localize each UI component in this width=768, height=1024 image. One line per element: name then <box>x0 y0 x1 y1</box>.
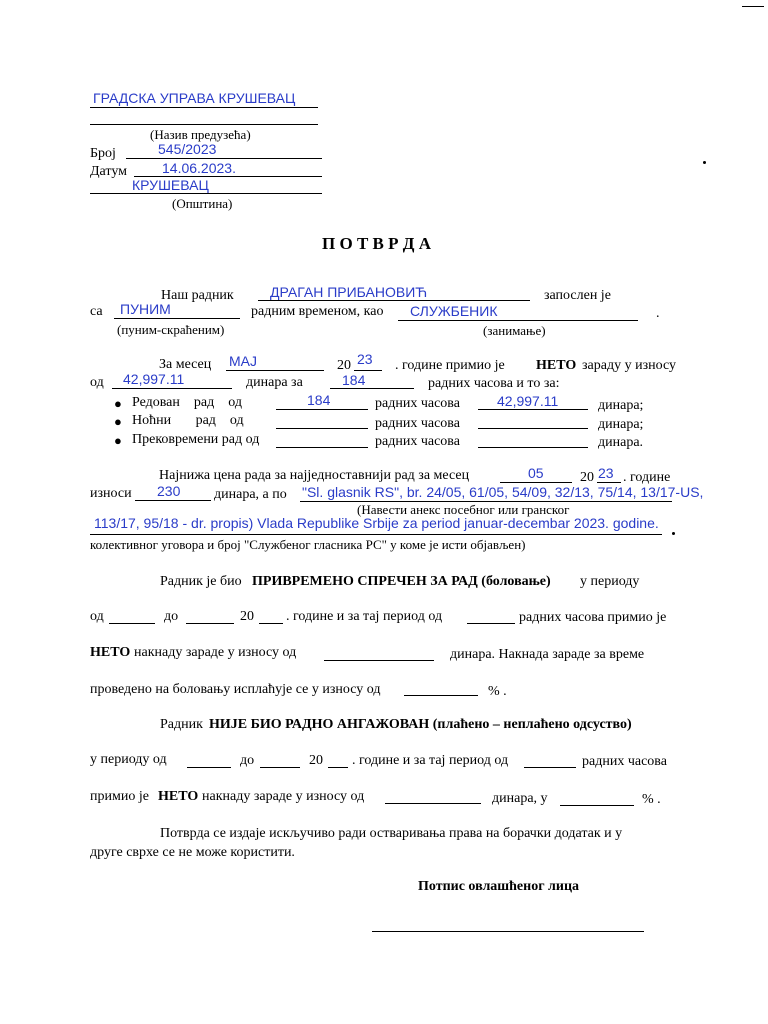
employee-name-line <box>258 300 530 301</box>
month-value[interactable]: МАЈ <box>229 353 257 369</box>
occupation-hint: (занимање) <box>483 323 546 338</box>
regular-amount-line <box>478 409 588 410</box>
regular-hours-line <box>276 409 368 410</box>
hours-and-label: радних часова и то за: <box>428 376 560 391</box>
regular-amount-value[interactable]: 42,997.11 <box>497 393 559 409</box>
work-time-hint: (пуним-скраћеним) <box>117 322 225 337</box>
sick-comp-line <box>324 660 434 661</box>
absence-to-line <box>260 767 300 768</box>
total-hours-line <box>330 388 414 389</box>
min-price-dinars-label: динара, а по <box>214 487 287 502</box>
municipality-label: (Општина) <box>172 196 233 211</box>
absence-neto-label: НЕТО <box>158 789 199 804</box>
sick-paid-text: проведено на боловању исплаћује се у износу од <box>90 682 381 697</box>
sick-intro-bold: ПРИВРЕМЕНО СПРЕЧЕН ЗА РАД (боловање) <box>252 574 551 589</box>
date-value[interactable]: 14.06.2023. <box>162 160 236 176</box>
min-price-source-line-2 <box>90 534 662 535</box>
sick-to-line <box>186 623 234 624</box>
year-prefix: 20 <box>337 358 351 373</box>
sick-hours-text: радних часова примио је <box>519 610 667 625</box>
absence-year-line <box>328 767 348 768</box>
sick-intro-suffix: у периоду <box>580 574 640 589</box>
stray-dot <box>672 532 675 535</box>
absence-percent-text: % . <box>642 792 661 807</box>
sick-to-label: до <box>164 609 179 624</box>
total-hours-value[interactable]: 184 <box>342 372 366 388</box>
received-text-1: . године примио је <box>395 358 505 373</box>
absence-comp-line <box>385 803 481 804</box>
footer-note-2: друге сврхе се не може користити. <box>90 845 295 860</box>
overtime-hours-label: радних часова <box>375 434 460 449</box>
min-price-amount-line <box>135 500 211 501</box>
year-line <box>354 370 382 371</box>
regular-hours-label: радних часова <box>375 396 460 411</box>
night-dinars-label: динара; <box>598 417 644 432</box>
municipality-line <box>90 193 322 194</box>
work-time-label: радним временом, као <box>251 304 384 319</box>
footer-note-1: Потврда се издаје искључиво ради остваривања права на борачки додатак и у <box>160 826 623 841</box>
absence-hours-line <box>524 767 576 768</box>
night-hours-line <box>276 428 368 429</box>
overtime-dinars-label: динара. <box>598 435 644 450</box>
for-month-label: За месец <box>159 357 212 372</box>
annex-hint: (Навести анекс посебног или гранског <box>357 502 570 517</box>
employed-label: запослен је <box>544 288 611 303</box>
absence-percent-line <box>560 805 634 806</box>
min-price-year-line <box>597 482 621 483</box>
absence-intro-bold: НИЈЕ БИО РАДНО АНГАЖОВАН (плаћено – неплаћено одсуство) <box>209 717 632 732</box>
regular-work-label: Редован рад од <box>132 395 242 410</box>
sick-year-text: . године и за тај период од <box>286 609 443 624</box>
year-value[interactable]: 23 <box>357 351 373 367</box>
number-label: Број <box>90 146 116 161</box>
absence-year-text: . године и за тај период од <box>352 753 509 768</box>
min-price-year-prefix: 20 <box>580 470 594 485</box>
night-amount-line <box>478 428 588 429</box>
sick-year-prefix: 20 <box>240 609 254 624</box>
organization-line-1 <box>90 107 318 108</box>
work-time-value[interactable]: ПУНИМ <box>120 301 171 317</box>
min-price-source-value-1[interactable]: "Sl. glasnik RS", br. 24/05, 61/05, 54/09, 32/13, 75/14, 13/17-US, <box>302 484 704 500</box>
overtime-hours-line <box>276 447 368 448</box>
sick-intro-prefix: Радник је био <box>160 574 242 589</box>
month-line <box>226 370 324 371</box>
min-price-month-line <box>500 482 572 483</box>
night-work-label: Ноћни рад од <box>132 413 244 428</box>
collective-hint: колективног уговора и број "Службеног гласника РС" у коме је исти објављен) <box>90 537 526 552</box>
sick-from-label: од <box>90 609 104 624</box>
signature-label: Потпис овлашћеног лица <box>418 879 580 894</box>
overtime-amount-line <box>478 447 588 448</box>
organization-name-value[interactable]: ГРАДСКА УПРАВА КРУШЕВАЦ <box>93 90 296 106</box>
absence-received-prefix: примио је <box>90 789 149 804</box>
stray-dot <box>703 161 706 164</box>
date-label: Датум <box>90 164 128 179</box>
sick-from-line <box>109 623 155 624</box>
absence-from-line <box>187 767 231 768</box>
min-price-year-suffix: . године <box>623 470 671 485</box>
absence-to-label: до <box>240 753 255 768</box>
absence-year-prefix: 20 <box>309 753 323 768</box>
overtime-work-label: Прековремени рад од <box>132 432 260 447</box>
night-hours-label: радних часова <box>375 416 460 431</box>
employee-prefix: Наш радник <box>161 288 234 303</box>
municipality-value[interactable]: КРУШЕВАЦ <box>132 177 209 193</box>
occupation-line <box>398 320 638 321</box>
sick-percent-line <box>404 695 478 696</box>
min-price-source-value-2[interactable]: 113/17, 95/18 - dr. propis) Vlada Republike Srbije za period januar-decembar 2023. godine. <box>94 515 659 531</box>
period-mark: . <box>656 306 660 321</box>
min-price-text: Најнижа цена рада за најједноставнији рад за месец <box>159 468 470 483</box>
min-price-year-value[interactable]: 23 <box>598 465 614 481</box>
sick-comp-text: накнаду зараде у износу од <box>134 645 297 660</box>
received-text-2: зараду у износу <box>582 358 676 373</box>
occupation-value[interactable]: СЛУЖБЕНИК <box>410 303 498 319</box>
bullet-icon: ● <box>114 433 122 448</box>
from-label: од <box>90 375 104 390</box>
with-label: са <box>90 304 103 319</box>
min-price-amount-label: износи <box>90 486 132 501</box>
absence-comp-text: накнаду зараде у износу од <box>202 789 365 804</box>
min-price-month-value[interactable]: 05 <box>528 465 544 481</box>
organization-label: (Назив предузећа) <box>150 127 251 142</box>
corner-mark <box>742 6 764 7</box>
regular-dinars-label: динара; <box>598 398 644 413</box>
total-amount-value[interactable]: 42,997.11 <box>123 371 185 387</box>
sick-neto-label: НЕТО <box>90 645 131 660</box>
min-price-amount-value[interactable]: 230 <box>157 483 181 499</box>
signature-line[interactable] <box>372 931 644 932</box>
dinars-for-label: динара за <box>246 375 303 390</box>
bullet-icon: ● <box>114 414 122 429</box>
bullet-icon: ● <box>114 396 122 411</box>
absence-hours-text: радних часова <box>582 754 667 769</box>
absence-intro-prefix: Радник <box>160 717 203 732</box>
employee-name-value[interactable]: ДРАГАН ПРИБАНОВИЋ <box>270 284 428 300</box>
absence-period-label: у периоду од <box>90 752 167 767</box>
sick-comp-text-2: динара. Накнада зараде за време <box>450 647 645 662</box>
work-time-line <box>114 318 240 319</box>
number-line <box>126 158 322 159</box>
organization-line-2 <box>90 124 318 125</box>
absence-dinars-text: динара, у <box>492 791 548 806</box>
total-amount-line <box>112 388 232 389</box>
document-title: П О Т В Р Д А <box>322 234 431 253</box>
sick-year-line <box>259 623 283 624</box>
sick-hours-line <box>467 623 515 624</box>
number-value[interactable]: 545/2023 <box>158 141 217 157</box>
sick-percent-text: % . <box>488 684 507 699</box>
neto-label: НЕТО <box>536 358 577 373</box>
regular-hours-value[interactable]: 184 <box>307 392 331 408</box>
